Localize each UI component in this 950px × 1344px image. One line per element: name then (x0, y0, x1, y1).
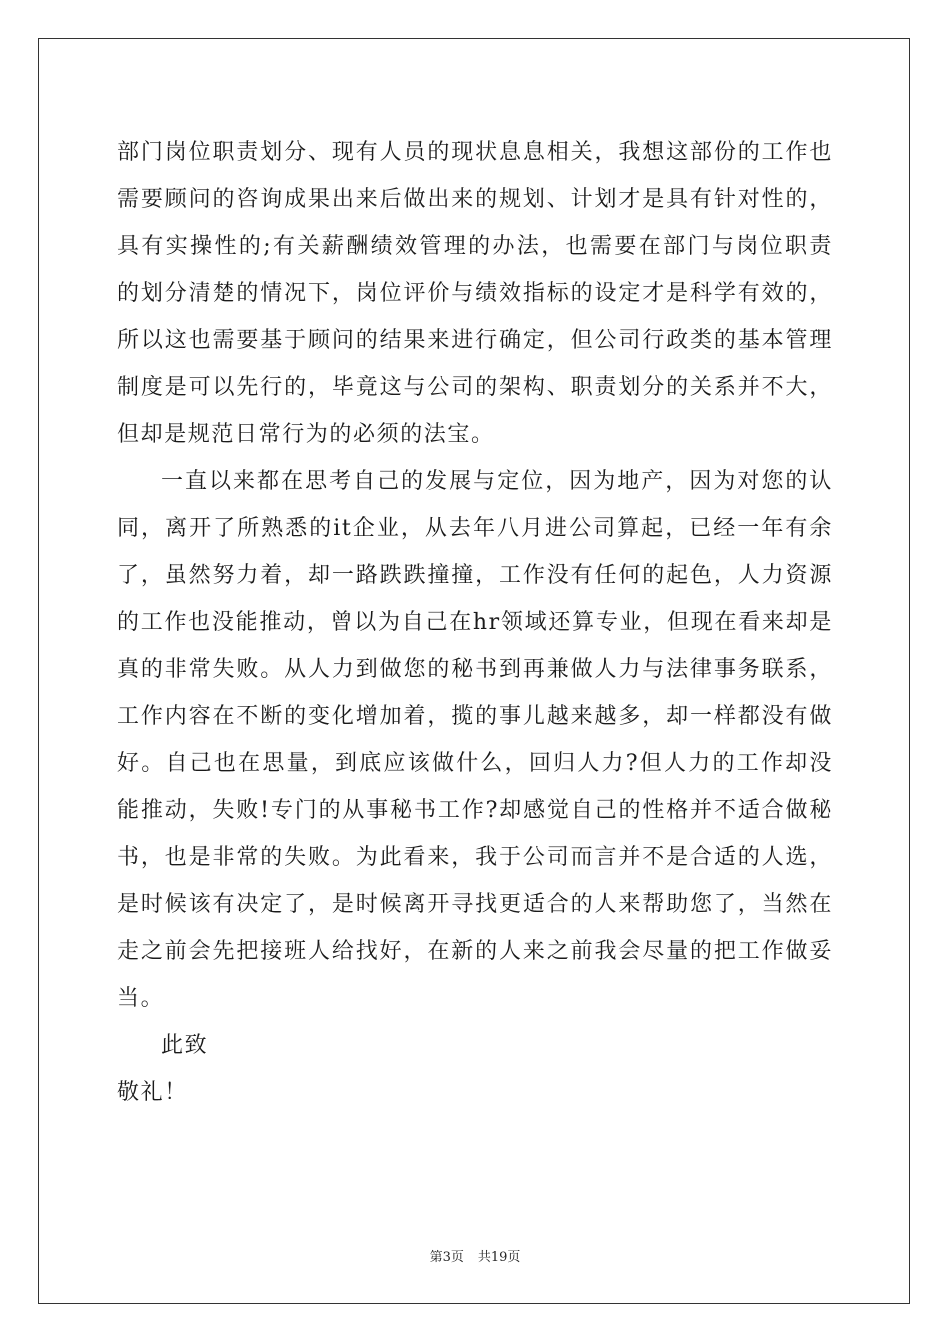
page-number: 第3页 (429, 1250, 464, 1265)
document-body (117, 129, 833, 1116)
salutation: 敬礼！ (117, 1080, 188, 1105)
closing-phrase: 此致 (161, 1033, 209, 1058)
paragraph-resignation-reason: 一直以来都在思考自己的发展与定位，因为地产，因为对您的认同，离开了所熟悉的it企业，从去年八月进公司算起，已经一年有余了，虽然努力着，却一路跌跌撞撞，工作没有任何的起色，人力资源的工作也没能推动，曾以为自己在hr领域还算专业，但现在看来却是真的非常失败。从人力到做您的秘书到再兼做人力与法律事务联系，工作内容在不断的变化增加着，揽的事儿越来越多，却一样都没有做好。自己也在思量，到底应该做什么，回归人力?但人力的工作却没能推动，失败!专门的从事秘书工作?却感觉自己的性格并不适合做秘书，也是非常的失败。为此看来，我于公司而言并不是合适的人选，是时候该有决定了，是时候离开寻找更适合的人来帮助您了，当然在走之前会先把接班人给找好，在新的人来之前我会尽量的把工作做妥当。 (117, 469, 833, 1011)
paragraph-continued: 部门岗位职责划分、现有人员的现状息息相关，我想这部份的工作也需要顾问的咨询成果出来后做出来的规划、计划才是具有针对性的，具有实操性的;有关薪酬绩效管理的办法，也需要在部门与岗位职责的划分清楚的情况下，岗位评价与绩效指标的设定才是科学有效的，所以这也需要基于顾问的结果来进行确定，但公司行政类的基本管理制度是可以先行的，毕竟这与公司的架构、职责划分的关系并不大，但却是规范日常行为的必须的法宝。 (117, 140, 833, 447)
page-total: 共19页 (477, 1250, 521, 1265)
page-footer (0, 1246, 950, 1265)
